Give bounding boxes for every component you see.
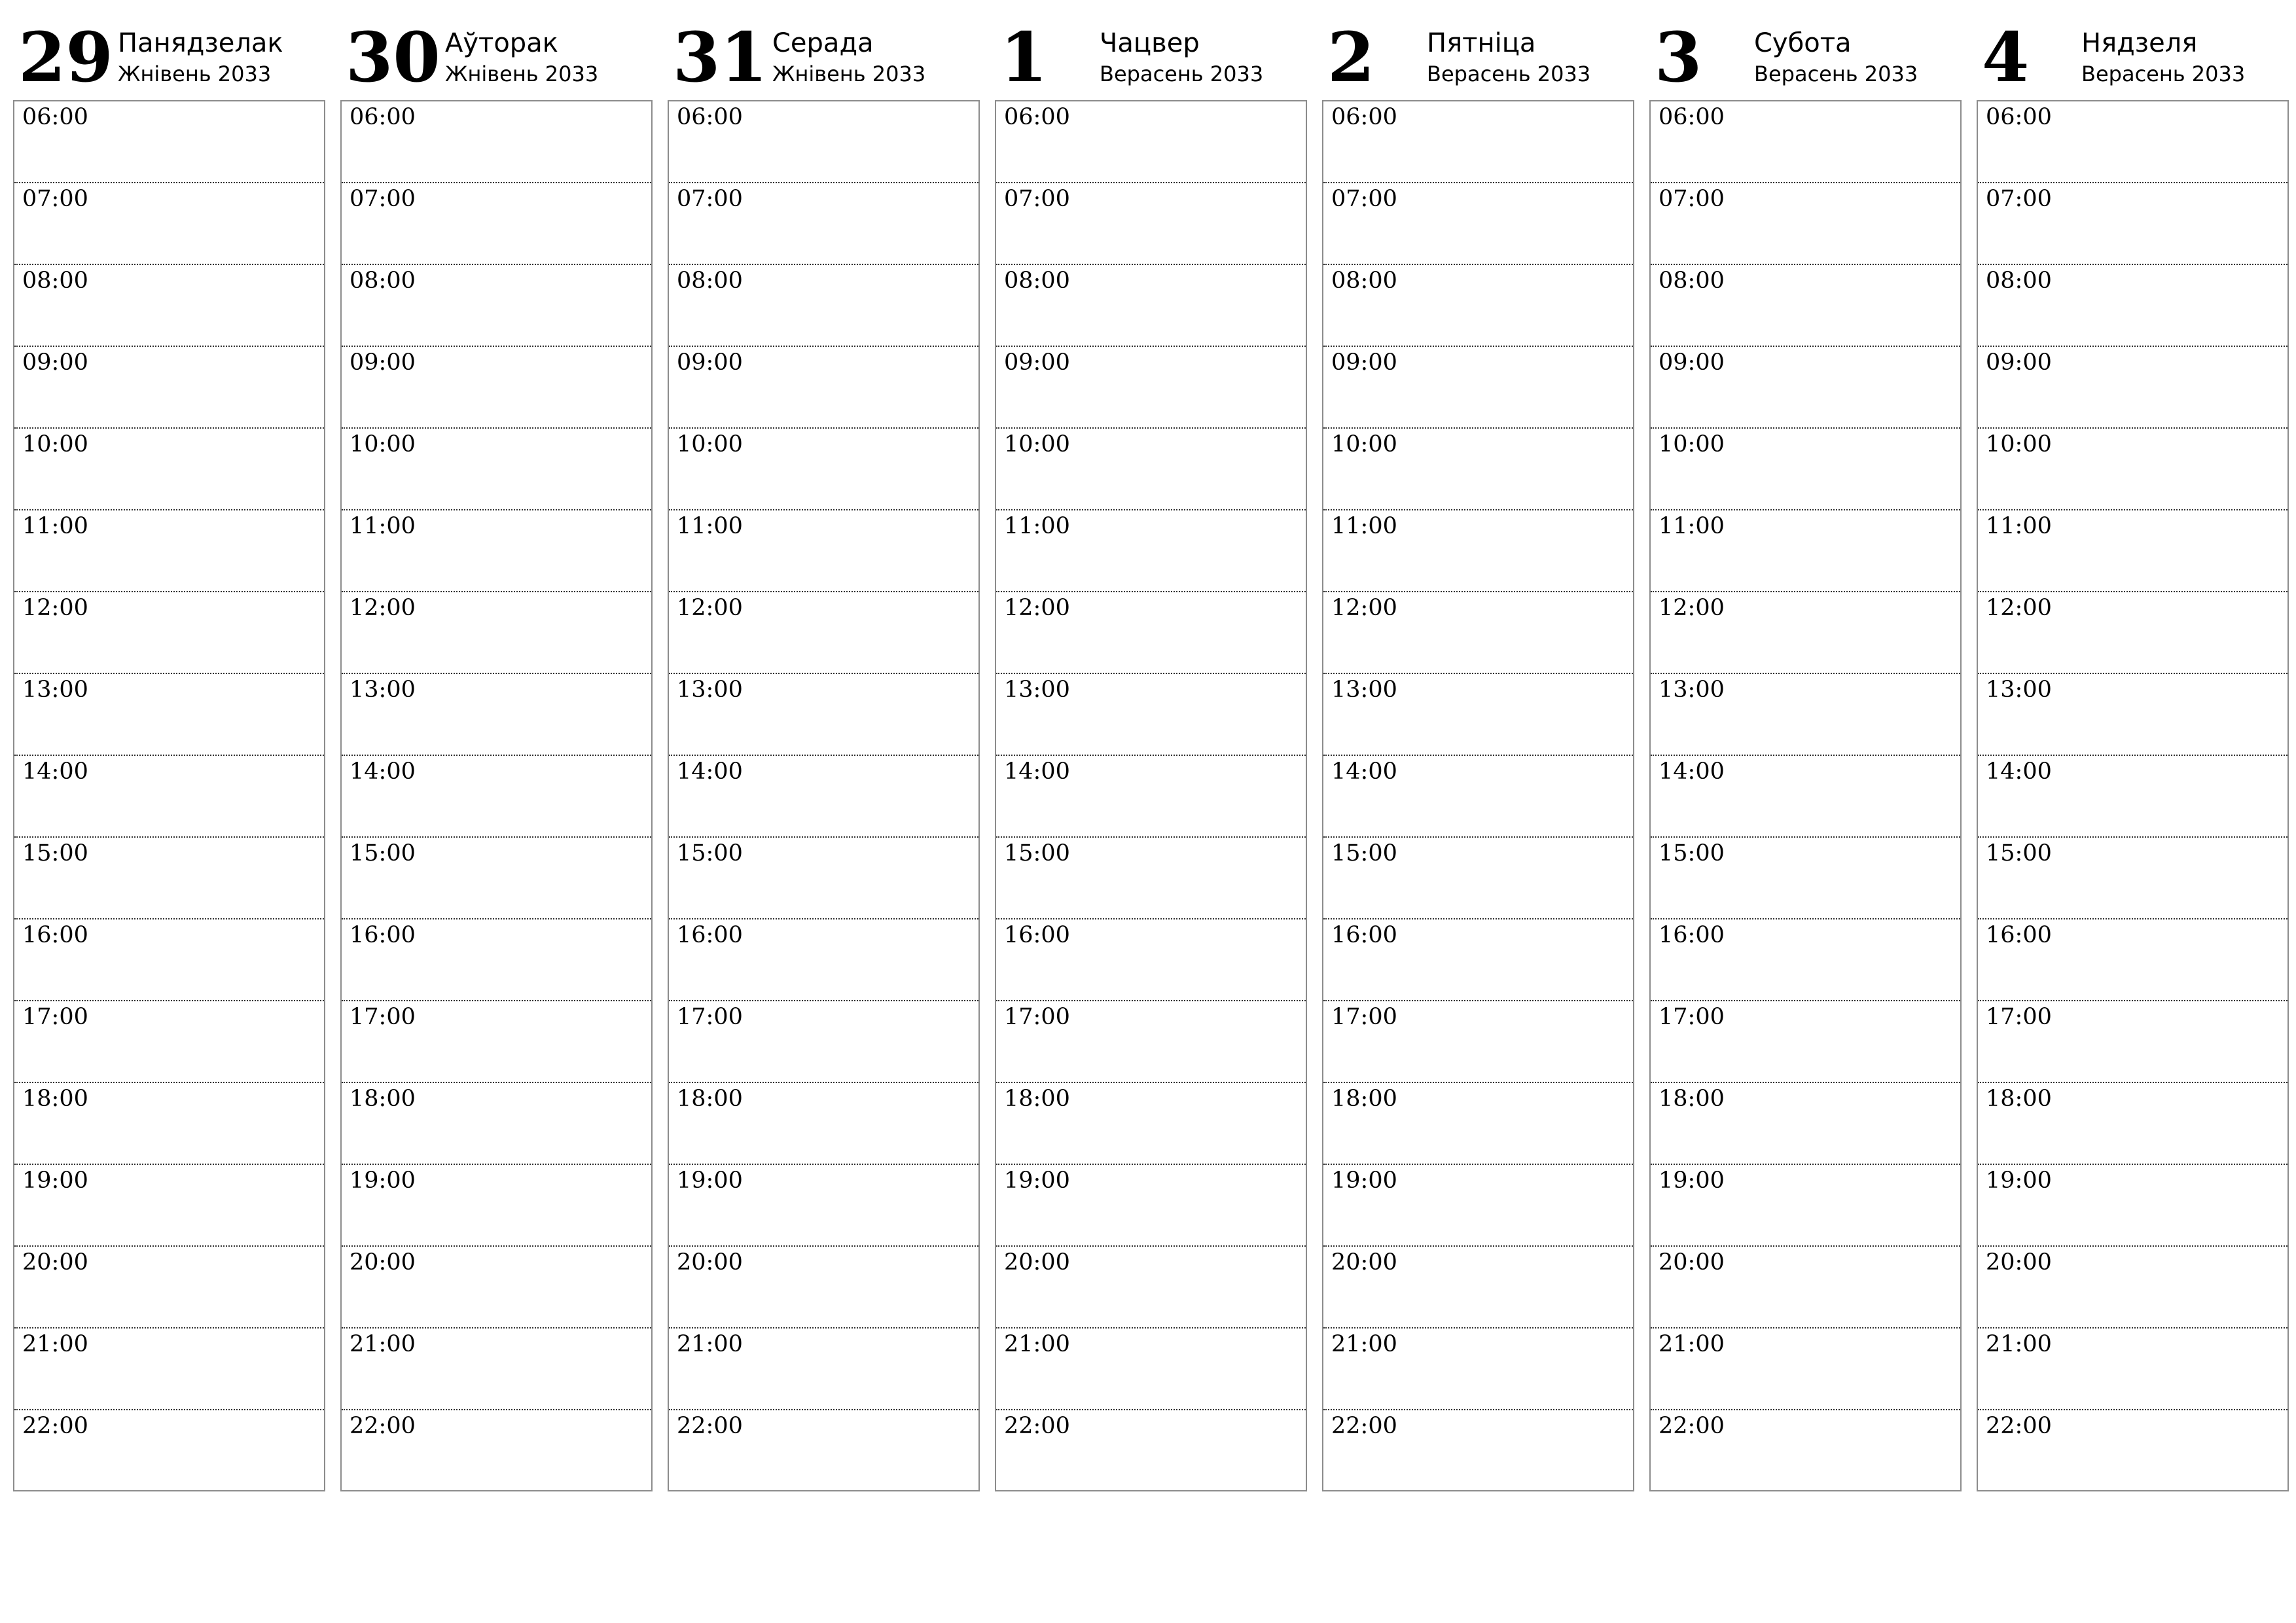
hour-label: 15:00 [1986,840,2052,866]
hour-slot[interactable] [342,1329,651,1410]
hour-slot[interactable] [1978,347,2287,429]
hour-label: 14:00 [1331,758,1397,785]
hour-slot[interactable] [14,1410,324,1492]
hour-label: 20:00 [350,1249,416,1275]
day-header [668,13,980,98]
hour-label: 18:00 [1004,1086,1070,1112]
hour-slot[interactable] [996,1165,1306,1247]
hour-label: 17:00 [1004,1004,1070,1030]
hour-slot[interactable] [14,674,324,756]
hour-slots-box [995,100,1307,1491]
hour-label: 22:00 [22,1413,88,1439]
hour-slot[interactable] [996,1083,1306,1165]
hour-label: 19:00 [677,1168,743,1194]
hour-slot[interactable] [1323,510,1633,592]
hour-slot[interactable] [1651,1329,1960,1410]
hour-label: 22:00 [1659,1413,1725,1439]
hour-label: 22:00 [1004,1413,1070,1439]
hour-label: 15:00 [677,840,743,866]
hour-label: 17:00 [1331,1004,1397,1030]
hour-label: 07:00 [22,186,88,212]
hour-slot[interactable] [669,265,978,347]
hour-slot[interactable] [1323,101,1633,183]
hour-label: 12:00 [1331,595,1397,621]
hour-label: 18:00 [1331,1086,1397,1112]
hour-label: 14:00 [22,758,88,785]
hour-slot[interactable] [342,183,651,265]
day-number: 29 [18,17,113,98]
hour-slot[interactable] [342,756,651,838]
hour-label: 07:00 [1004,186,1070,212]
hour-slot[interactable] [669,838,978,919]
hour-label: 08:00 [350,268,416,294]
hour-slot[interactable] [1651,347,1960,429]
day-header [13,13,325,98]
hour-slot[interactable] [669,1001,978,1083]
hour-label: 12:00 [1659,595,1725,621]
hour-slot[interactable] [1978,674,2287,756]
hour-slot[interactable] [1651,1001,1960,1083]
hour-label: 13:00 [350,677,416,703]
hour-label: 14:00 [350,758,416,785]
hour-label: 19:00 [1004,1168,1070,1194]
hour-slot[interactable] [996,510,1306,592]
day-number: 3 [1655,17,1702,98]
day-month-year: Верасень 2033 [1754,62,1918,86]
hour-label: 20:00 [1004,1249,1070,1275]
day-number: 31 [673,17,768,98]
hour-label: 06:00 [22,104,88,130]
day-header [340,13,653,98]
hour-slot[interactable] [996,592,1306,674]
hour-label: 16:00 [1004,922,1070,948]
hour-slot[interactable] [1323,1001,1633,1083]
hour-label: 07:00 [677,186,743,212]
hour-slot[interactable] [996,1410,1306,1492]
hour-label: 15:00 [350,840,416,866]
hour-slot[interactable] [669,183,978,265]
day-month-year: Жнівень 2033 [445,62,599,86]
hour-slot[interactable] [1323,1329,1633,1410]
hour-slot[interactable] [1651,919,1960,1001]
day-header [1322,13,1634,98]
hour-label: 16:00 [22,922,88,948]
hour-label: 09:00 [350,349,416,376]
hour-slot[interactable] [1978,1165,2287,1247]
hour-slot[interactable] [14,919,324,1001]
hour-label: 12:00 [1004,595,1070,621]
hour-label: 18:00 [22,1086,88,1112]
hour-label: 14:00 [677,758,743,785]
hour-label: 16:00 [677,922,743,948]
hour-slot[interactable] [669,1247,978,1329]
hour-label: 09:00 [1986,349,2052,376]
hour-slots-box [668,100,980,1491]
hour-label: 07:00 [350,186,416,212]
hour-slots-box [13,100,325,1491]
hour-label: 18:00 [1986,1086,2052,1112]
hour-label: 06:00 [1331,104,1397,130]
hour-label: 20:00 [1331,1249,1397,1275]
hour-slot[interactable] [669,756,978,838]
hour-slot[interactable] [342,347,651,429]
hour-label: 06:00 [1986,104,2052,130]
hour-label: 10:00 [1331,431,1397,457]
hour-slot[interactable] [1978,183,2287,265]
hour-slot[interactable] [342,1165,651,1247]
hour-slot[interactable] [1651,592,1960,674]
hour-slot[interactable] [996,756,1306,838]
hour-slot[interactable] [996,101,1306,183]
hour-slot[interactable] [1651,1410,1960,1492]
hour-slots-box [340,100,653,1491]
hour-label: 16:00 [1659,922,1725,948]
hour-label: 14:00 [1986,758,2052,785]
hour-label: 08:00 [22,268,88,294]
hour-label: 13:00 [22,677,88,703]
hour-slot[interactable] [342,592,651,674]
hour-slot[interactable] [1978,838,2287,919]
day-number: 1 [1000,17,1048,98]
hour-slot[interactable] [14,510,324,592]
hour-label: 07:00 [1659,186,1725,212]
day-month-year: Верасень 2033 [2081,62,2246,86]
hour-label: 16:00 [350,922,416,948]
hour-slot[interactable] [669,1083,978,1165]
hour-slot[interactable] [1978,265,2287,347]
hour-label: 12:00 [677,595,743,621]
hour-slot[interactable] [14,1083,324,1165]
hour-label: 22:00 [1986,1413,2052,1439]
day-header [995,13,1307,98]
hour-slot[interactable] [14,1165,324,1247]
hour-slot[interactable] [1978,1329,2287,1410]
hour-label: 21:00 [677,1331,743,1357]
hour-slot[interactable] [1651,265,1960,347]
hour-label: 18:00 [1659,1086,1725,1112]
hour-label: 10:00 [350,431,416,457]
hour-label: 19:00 [22,1168,88,1194]
hour-label: 08:00 [1659,268,1725,294]
hour-label: 13:00 [1986,677,2052,703]
hour-slot[interactable] [1651,1247,1960,1329]
hour-slot[interactable] [342,510,651,592]
hour-label: 08:00 [1004,268,1070,294]
hour-slot[interactable] [996,183,1306,265]
hour-label: 09:00 [1004,349,1070,376]
hour-slot[interactable] [1978,919,2287,1001]
hour-slot[interactable] [14,183,324,265]
hour-slot[interactable] [1978,592,2287,674]
hour-slot[interactable] [14,1247,324,1329]
hour-label: 11:00 [1659,513,1725,539]
hour-label: 15:00 [1004,840,1070,866]
hour-slot[interactable] [14,1329,324,1410]
hour-label: 13:00 [677,677,743,703]
hour-label: 06:00 [350,104,416,130]
hour-label: 19:00 [1331,1168,1397,1194]
hour-slot[interactable] [1978,510,2287,592]
hour-label: 21:00 [1331,1331,1397,1357]
hour-slot[interactable] [1651,183,1960,265]
hour-label: 19:00 [1986,1168,2052,1194]
hour-label: 14:00 [1659,758,1725,785]
hour-slot[interactable] [1651,1165,1960,1247]
day-name: Субота [1754,28,1852,58]
hour-slot[interactable] [1651,838,1960,919]
hour-slot[interactable] [342,919,651,1001]
hour-label: 10:00 [677,431,743,457]
hour-slot[interactable] [669,1410,978,1492]
day-header [1649,13,1962,98]
hour-slot[interactable] [14,429,324,510]
hour-label: 20:00 [1659,1249,1725,1275]
hour-label: 12:00 [350,595,416,621]
hour-slots-box [1322,100,1634,1491]
hour-label: 19:00 [350,1168,416,1194]
hour-slot[interactable] [669,510,978,592]
hour-slot[interactable] [996,674,1306,756]
hour-label: 08:00 [677,268,743,294]
hour-label: 20:00 [1986,1249,2052,1275]
hour-label: 21:00 [1659,1331,1725,1357]
hour-label: 08:00 [1986,268,2052,294]
hour-slot[interactable] [14,1001,324,1083]
day-column-sunday [1977,13,2289,1505]
hour-label: 09:00 [1659,349,1725,376]
hour-slot[interactable] [996,1001,1306,1083]
hour-label: 07:00 [1986,186,2052,212]
hour-label: 15:00 [1659,840,1725,866]
hour-slot[interactable] [14,592,324,674]
hour-label: 09:00 [22,349,88,376]
hour-slot[interactable] [342,674,651,756]
hour-slot[interactable] [1651,510,1960,592]
hour-slot[interactable] [342,1083,651,1165]
hour-slot[interactable] [342,429,651,510]
hour-slot[interactable] [1651,1083,1960,1165]
hour-slot[interactable] [669,674,978,756]
hour-slot[interactable] [996,429,1306,510]
hour-label: 11:00 [22,513,88,539]
hour-label: 12:00 [22,595,88,621]
hour-label: 21:00 [350,1331,416,1357]
hour-label: 15:00 [22,840,88,866]
hour-label: 21:00 [1986,1331,2052,1357]
weekly-planner [13,13,2289,1505]
hour-slot[interactable] [1323,919,1633,1001]
hour-label: 13:00 [1331,677,1397,703]
day-name: Серада [772,28,874,58]
hour-slot[interactable] [669,101,978,183]
hour-slot[interactable] [1651,674,1960,756]
hour-label: 19:00 [1659,1168,1725,1194]
hour-slot[interactable] [1323,1247,1633,1329]
hour-label: 06:00 [1659,104,1725,130]
hour-slot[interactable] [669,592,978,674]
hour-slot[interactable] [1323,183,1633,265]
day-month-year: Верасень 2033 [1427,62,1591,86]
hour-label: 06:00 [1004,104,1070,130]
day-month-year: Жнівень 2033 [118,62,272,86]
hour-label: 11:00 [1004,513,1070,539]
hour-label: 10:00 [1659,431,1725,457]
hour-slot[interactable] [996,1247,1306,1329]
hour-label: 22:00 [350,1413,416,1439]
hour-label: 22:00 [1331,1413,1397,1439]
day-name: Пятніца [1427,28,1536,58]
hour-label: 17:00 [22,1004,88,1030]
hour-slot[interactable] [1323,1410,1633,1492]
hour-slot[interactable] [1651,756,1960,838]
hour-label: 17:00 [677,1004,743,1030]
hour-label: 21:00 [22,1331,88,1357]
hour-slot[interactable] [1323,756,1633,838]
hour-label: 10:00 [1004,431,1070,457]
hour-label: 20:00 [22,1249,88,1275]
hour-slot[interactable] [1323,429,1633,510]
hour-slot[interactable] [1978,1410,2287,1492]
hour-slot[interactable] [14,101,324,183]
day-column-wednesday [668,13,980,1505]
hour-label: 06:00 [677,104,743,130]
hour-label: 18:00 [677,1086,743,1112]
hour-slot[interactable] [1651,101,1960,183]
hour-slot[interactable] [1978,1247,2287,1329]
hour-label: 07:00 [1331,186,1397,212]
hour-slot[interactable] [342,1001,651,1083]
hour-slot[interactable] [669,1165,978,1247]
day-column-monday [13,13,325,1505]
hour-label: 11:00 [677,513,743,539]
day-month-year: Жнівень 2033 [772,62,926,86]
hour-label: 13:00 [1004,677,1070,703]
hour-slot[interactable] [669,1329,978,1410]
hour-label: 11:00 [1986,513,2052,539]
day-number: 4 [1982,17,2030,98]
day-number: 30 [346,17,440,98]
hour-slot[interactable] [1323,838,1633,919]
hour-slot[interactable] [1978,1083,2287,1165]
hour-label: 09:00 [677,349,743,376]
hour-label: 10:00 [1986,431,2052,457]
day-number: 2 [1327,17,1375,98]
hour-slot[interactable] [342,1410,651,1492]
day-name: Чацвер [1100,28,1200,58]
hour-slot[interactable] [1323,265,1633,347]
hour-slot[interactable] [1323,592,1633,674]
day-header [1977,13,2289,98]
hour-slot[interactable] [996,838,1306,919]
hour-slot[interactable] [1651,429,1960,510]
hour-slot[interactable] [996,919,1306,1001]
day-column-friday [1322,13,1634,1505]
hour-slot[interactable] [996,265,1306,347]
hour-label: 13:00 [1659,677,1725,703]
hour-slot[interactable] [14,756,324,838]
hour-slot[interactable] [1323,674,1633,756]
hour-label: 11:00 [1331,513,1397,539]
hour-slot[interactable] [1978,1001,2287,1083]
hour-slot[interactable] [669,429,978,510]
hour-label: 17:00 [1659,1004,1725,1030]
day-name: Аўторак [445,28,558,58]
hour-slot[interactable] [1323,1165,1633,1247]
hour-label: 17:00 [350,1004,416,1030]
hour-label: 09:00 [1331,349,1397,376]
hour-slot[interactable] [1323,347,1633,429]
hour-label: 10:00 [22,431,88,457]
hour-label: 17:00 [1986,1004,2052,1030]
hour-label: 15:00 [1331,840,1397,866]
hour-label: 14:00 [1004,758,1070,785]
hour-label: 21:00 [1004,1331,1070,1357]
hour-label: 20:00 [677,1249,743,1275]
day-column-saturday [1649,13,1962,1505]
hour-slot[interactable] [1978,756,2287,838]
day-name: Панядзелак [118,28,283,58]
hour-slot[interactable] [1978,101,2287,183]
hour-label: 11:00 [350,513,416,539]
hour-slot[interactable] [1323,1083,1633,1165]
hour-slot[interactable] [14,265,324,347]
hour-slot[interactable] [14,347,324,429]
hour-slots-box [1977,100,2289,1491]
day-column-thursday [995,13,1307,1505]
hour-label: 16:00 [1986,922,2052,948]
hour-slot[interactable] [996,347,1306,429]
hour-slot[interactable] [342,101,651,183]
hour-slot[interactable] [342,1247,651,1329]
day-month-year: Верасень 2033 [1100,62,1264,86]
hour-slot[interactable] [669,919,978,1001]
hour-label: 16:00 [1331,922,1397,948]
hour-slot[interactable] [342,265,651,347]
hour-label: 18:00 [350,1086,416,1112]
hour-slot[interactable] [669,347,978,429]
hour-label: 22:00 [677,1413,743,1439]
hour-slot[interactable] [996,1329,1306,1410]
hour-label: 12:00 [1986,595,2052,621]
day-column-tuesday [340,13,653,1505]
day-name: Нядзеля [2081,28,2198,58]
hour-slots-box [1649,100,1962,1491]
hour-slot[interactable] [342,838,651,919]
hour-slot[interactable] [1978,429,2287,510]
hour-label: 08:00 [1331,268,1397,294]
hour-slot[interactable] [14,838,324,919]
